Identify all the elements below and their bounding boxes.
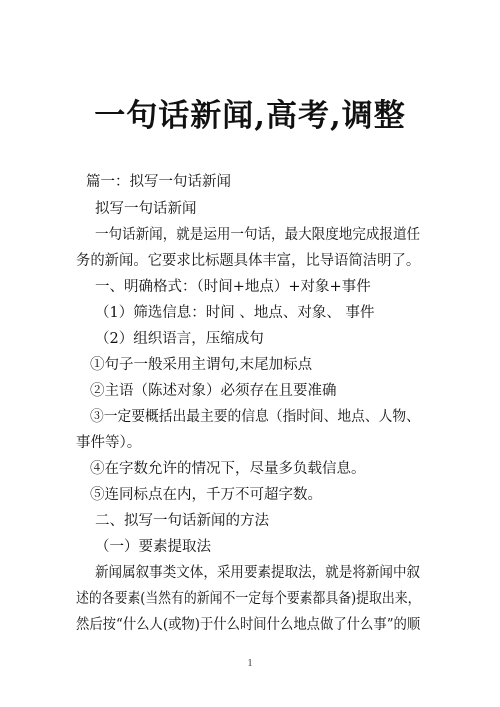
paragraph-line: ②主语（陈述对象）必须存在且要准确 [90,383,337,399]
document-title: 一句话新闻,高考,调整 [94,98,406,134]
paragraph-line: ⑤连同标点在内，千万不可超字数。 [90,487,322,503]
paragraph-line: 事件等）。 [76,435,142,451]
paragraph-line: 述的各要素(当然有的新闻不一定每个要素都具备)提取出来， [76,591,421,607]
section-heading: 篇一：拟写一句话新闻 [86,174,231,190]
paragraph-line: （一）要素提取法 [95,539,211,555]
paragraph-line: 一句话新闻，就是运用一句话，最大限度地完成报道任 [95,227,421,243]
paragraph-line: 务的新闻。它要求比标题具体丰富，比导语简洁明了。 [76,253,421,269]
paragraph-line: 然后按“什么人(或物)于什么时间什么地点做了什么事”的顺 [76,617,421,633]
paragraph-line: （2）组织语言，压缩成句 [95,331,264,347]
paragraph-line: 新闻属叙事类文体，采用要素提取法，就是将新闻中叙 [95,565,421,581]
paragraph-line: ④在字数允许的情况下，尽量多负载信息。 [90,461,366,477]
paragraph-line: ①句子一般采用主谓句,末尾加标点 [90,357,313,373]
paragraph-line: （1）筛选信息：时间 、地点、对象、 事件 [95,305,375,321]
paragraph-line: 拟写一句话新闻 [95,201,197,217]
paragraph-line: 二、拟写一句话新闻的方法 [95,513,269,529]
page-number: 1 [247,658,253,669]
paragraph-line: 一、明确格式：（时间+地点）+对象+事件 [95,279,371,295]
paragraph-line: ③一定要概括出最主要的信息（指时间、地点、人物、 [90,409,420,425]
